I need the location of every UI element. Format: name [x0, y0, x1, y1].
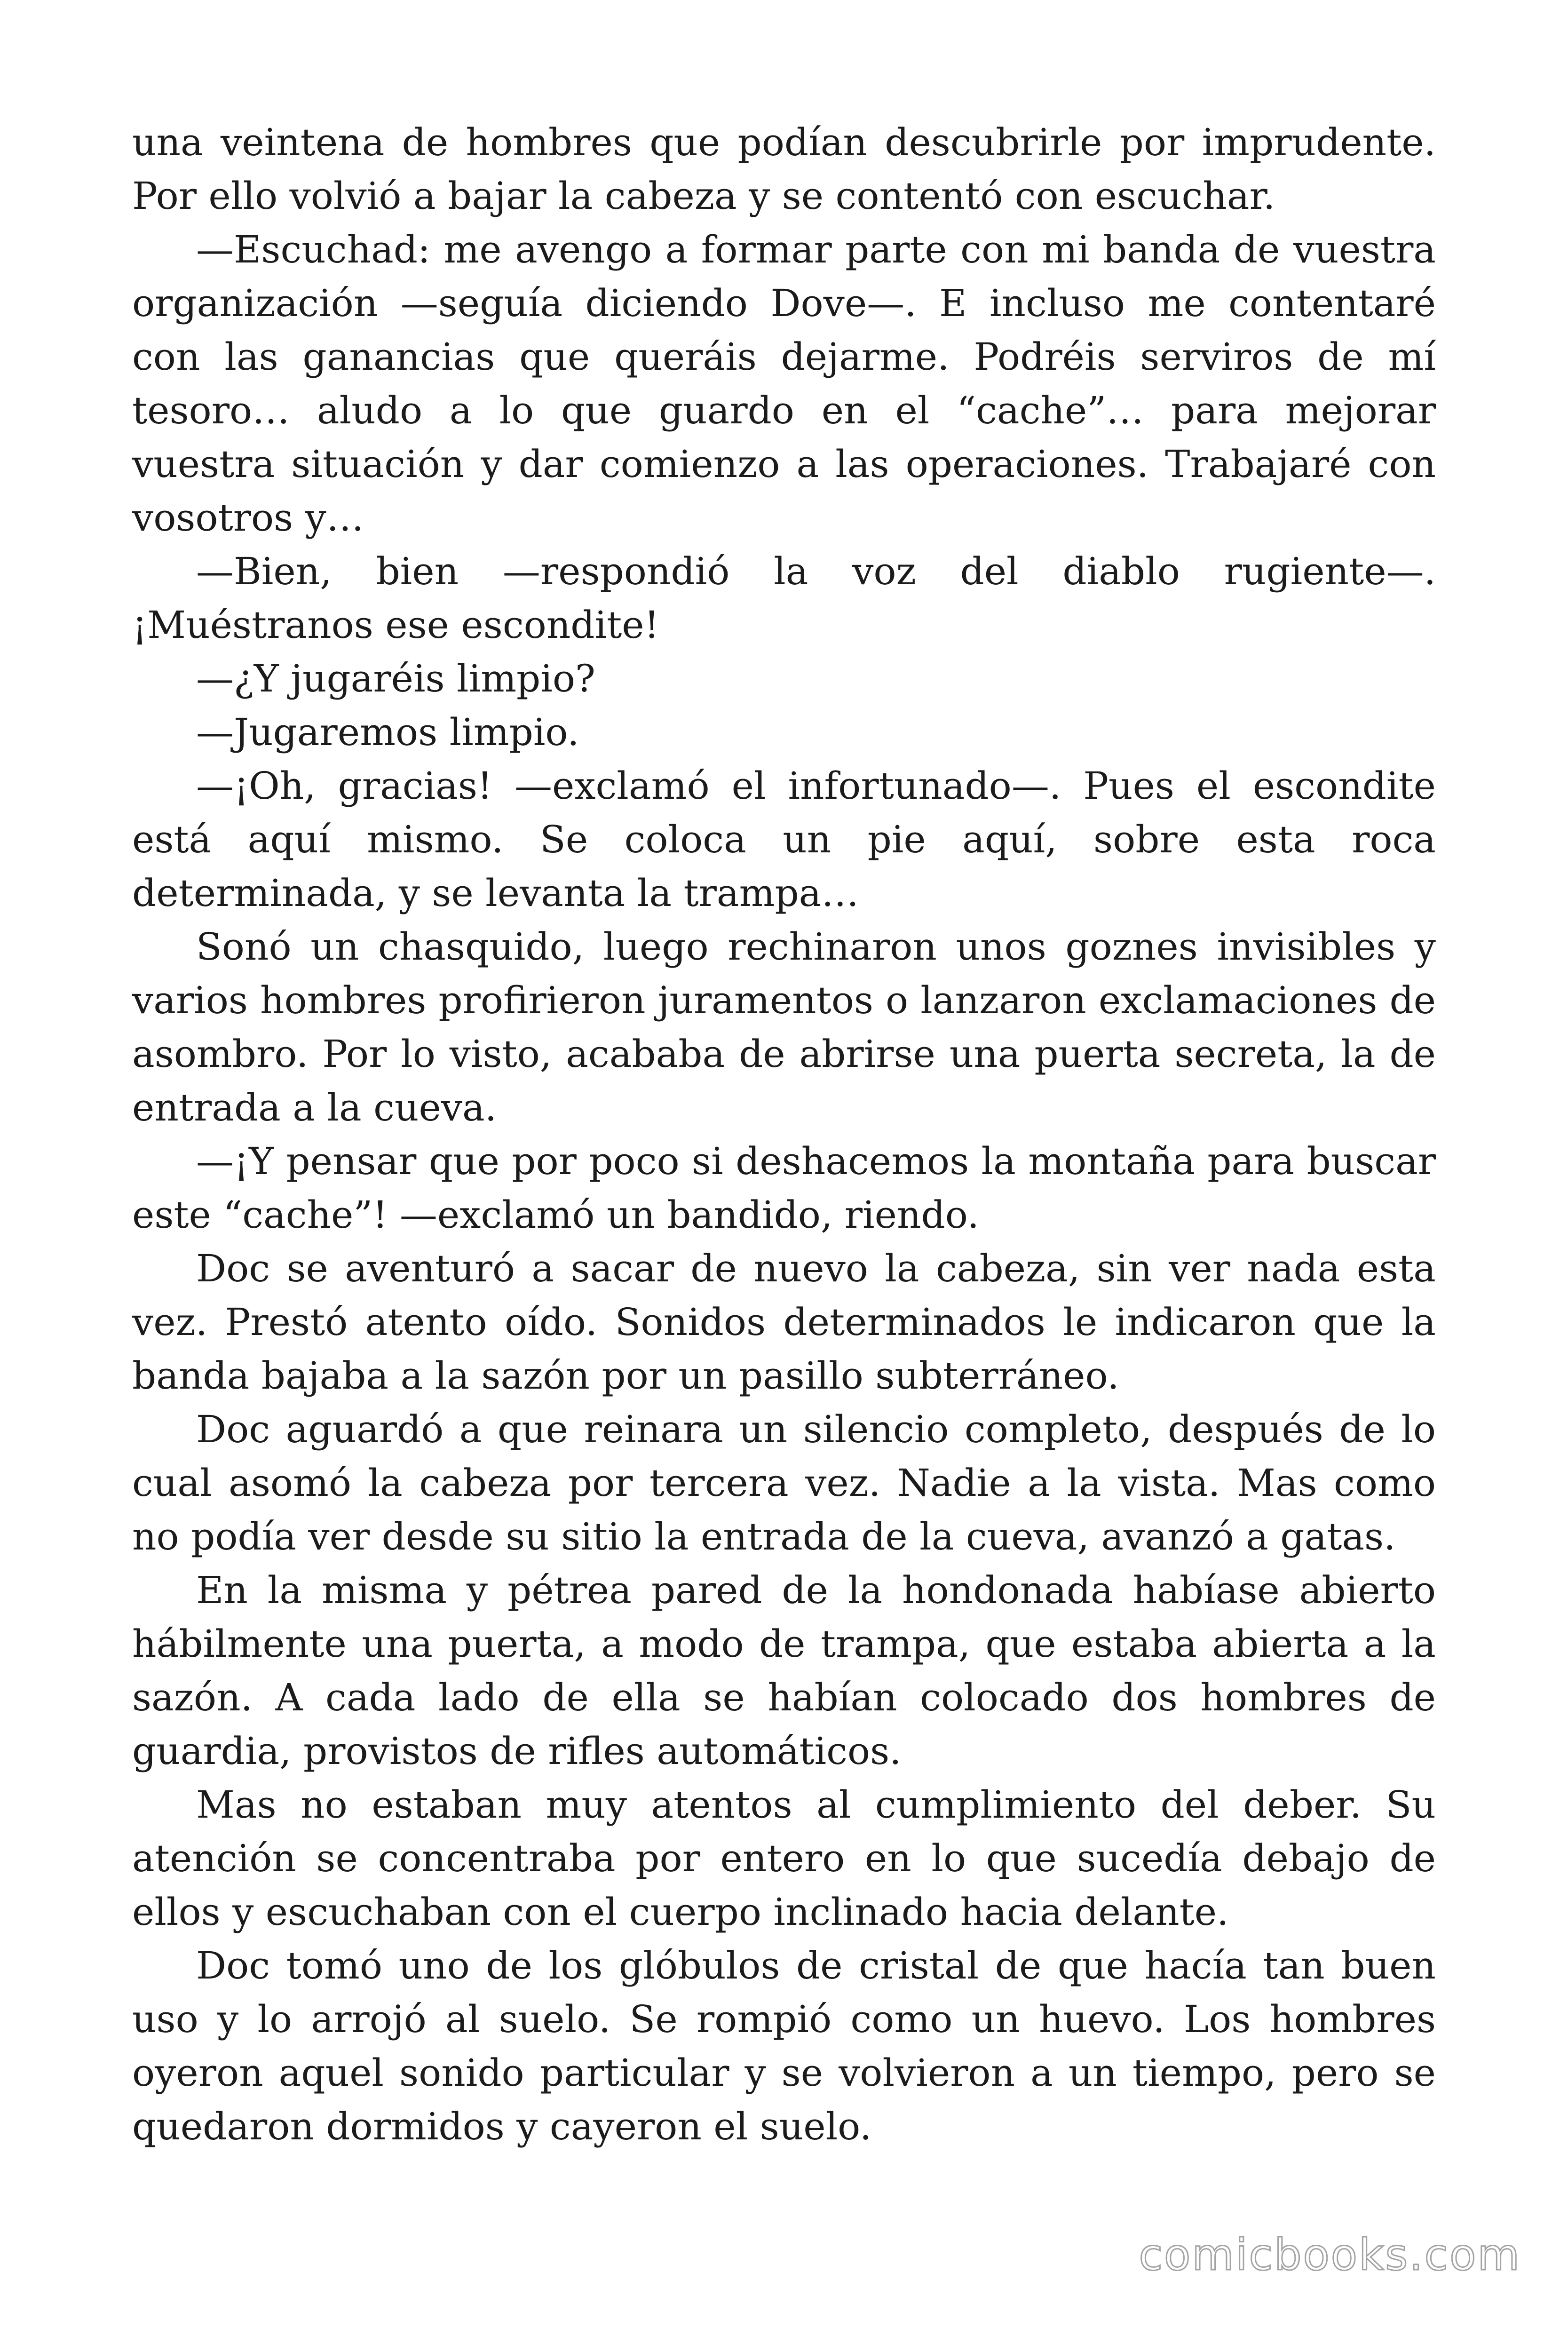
- paragraph: —Bien, bien —respondió la voz del diablo rugiente—. ¡Muéstranos ese escondite!: [132, 549, 1436, 647]
- paragraph: —¡Y pensar que por poco si deshacemos la montaña para buscar este “cache”! —exclamó un bandido, riendo.: [132, 1139, 1436, 1237]
- paragraph: —Jugaremos limpio.: [196, 710, 579, 754]
- paragraph: Doc tomó uno de los glóbulos de cristal de que hacía tan buen uso y lo arrojó al suelo. Se rompió como un huevo. Los hombres oyeron aquel sonido particular y se volvieron a un tiempo, pero se quedaron dormidos y cayeron el suelo.: [132, 1944, 1436, 2148]
- paragraph: Doc se aventuró a sacar de nuevo la cabeza, sin ver nada esta vez. Prestó atento oído. Sonidos determinados le indicaron que la banda bajaba a la sazón por un pasillo subterráneo.: [132, 1247, 1436, 1398]
- paragraph: —¡Oh, gracias! —exclamó el infortunado—. Pues el escondite está aquí mismo. Se coloca un pie aquí, sobre esta roca determinada, y se levanta la trampa…: [132, 764, 1436, 915]
- paragraph: una veintena de hombres que podían descubrirle por imprudente. Por ello volvió a bajar la cabeza y se contentó con escuchar.: [132, 120, 1436, 218]
- watermark: comicbooks.com: [1139, 2230, 1521, 2280]
- paragraph: —Escuchad: me avengo a formar parte con mi banda de vuestra organización —seguía diciendo Dove—. E incluso me contentaré con las ganancias que queráis dejarme. Podréis serviros de mí tesoro… aludo a lo que guardo en el “cache”… para mejorar vuestra situación y dar comienzo a las operaciones. Trabajaré con vosotros y…: [132, 228, 1436, 540]
- page-text: [132, 116, 1436, 2153]
- paragraph: En la misma y pétrea pared de la hondonada habíase abierto hábilmente una puerta, a modo de trampa, que estaba abierta a la sazón. A cada lado de ella se habían colocado dos hombres de guardia, provistos de rifles automáticos.: [132, 1568, 1436, 1773]
- paragraph: Sonó un chasquido, luego rechinaron unos goznes invisibles y varios hombres profirieron juramentos o lanzaron exclamaciones de asombro. Por lo visto, acababa de abrirse una puerta secreta, la de entrada a la cueva.: [132, 925, 1436, 1129]
- paragraph: Doc aguardó a que reinara un silencio completo, después de lo cual asomó la cabeza por tercera vez. Nadie a la vista. Mas como no podía ver desde su sitio la entrada de la cueva, avanzó a gatas.: [132, 1407, 1436, 1558]
- paragraph: Mas no estaban muy atentos al cumplimiento del deber. Su atención se concentraba por entero en lo que sucedía debajo de ellos y escuchaban con el cuerpo inclinado hacia delante.: [132, 1783, 1436, 1934]
- paragraph: —¿Y jugaréis limpio?: [196, 657, 595, 700]
